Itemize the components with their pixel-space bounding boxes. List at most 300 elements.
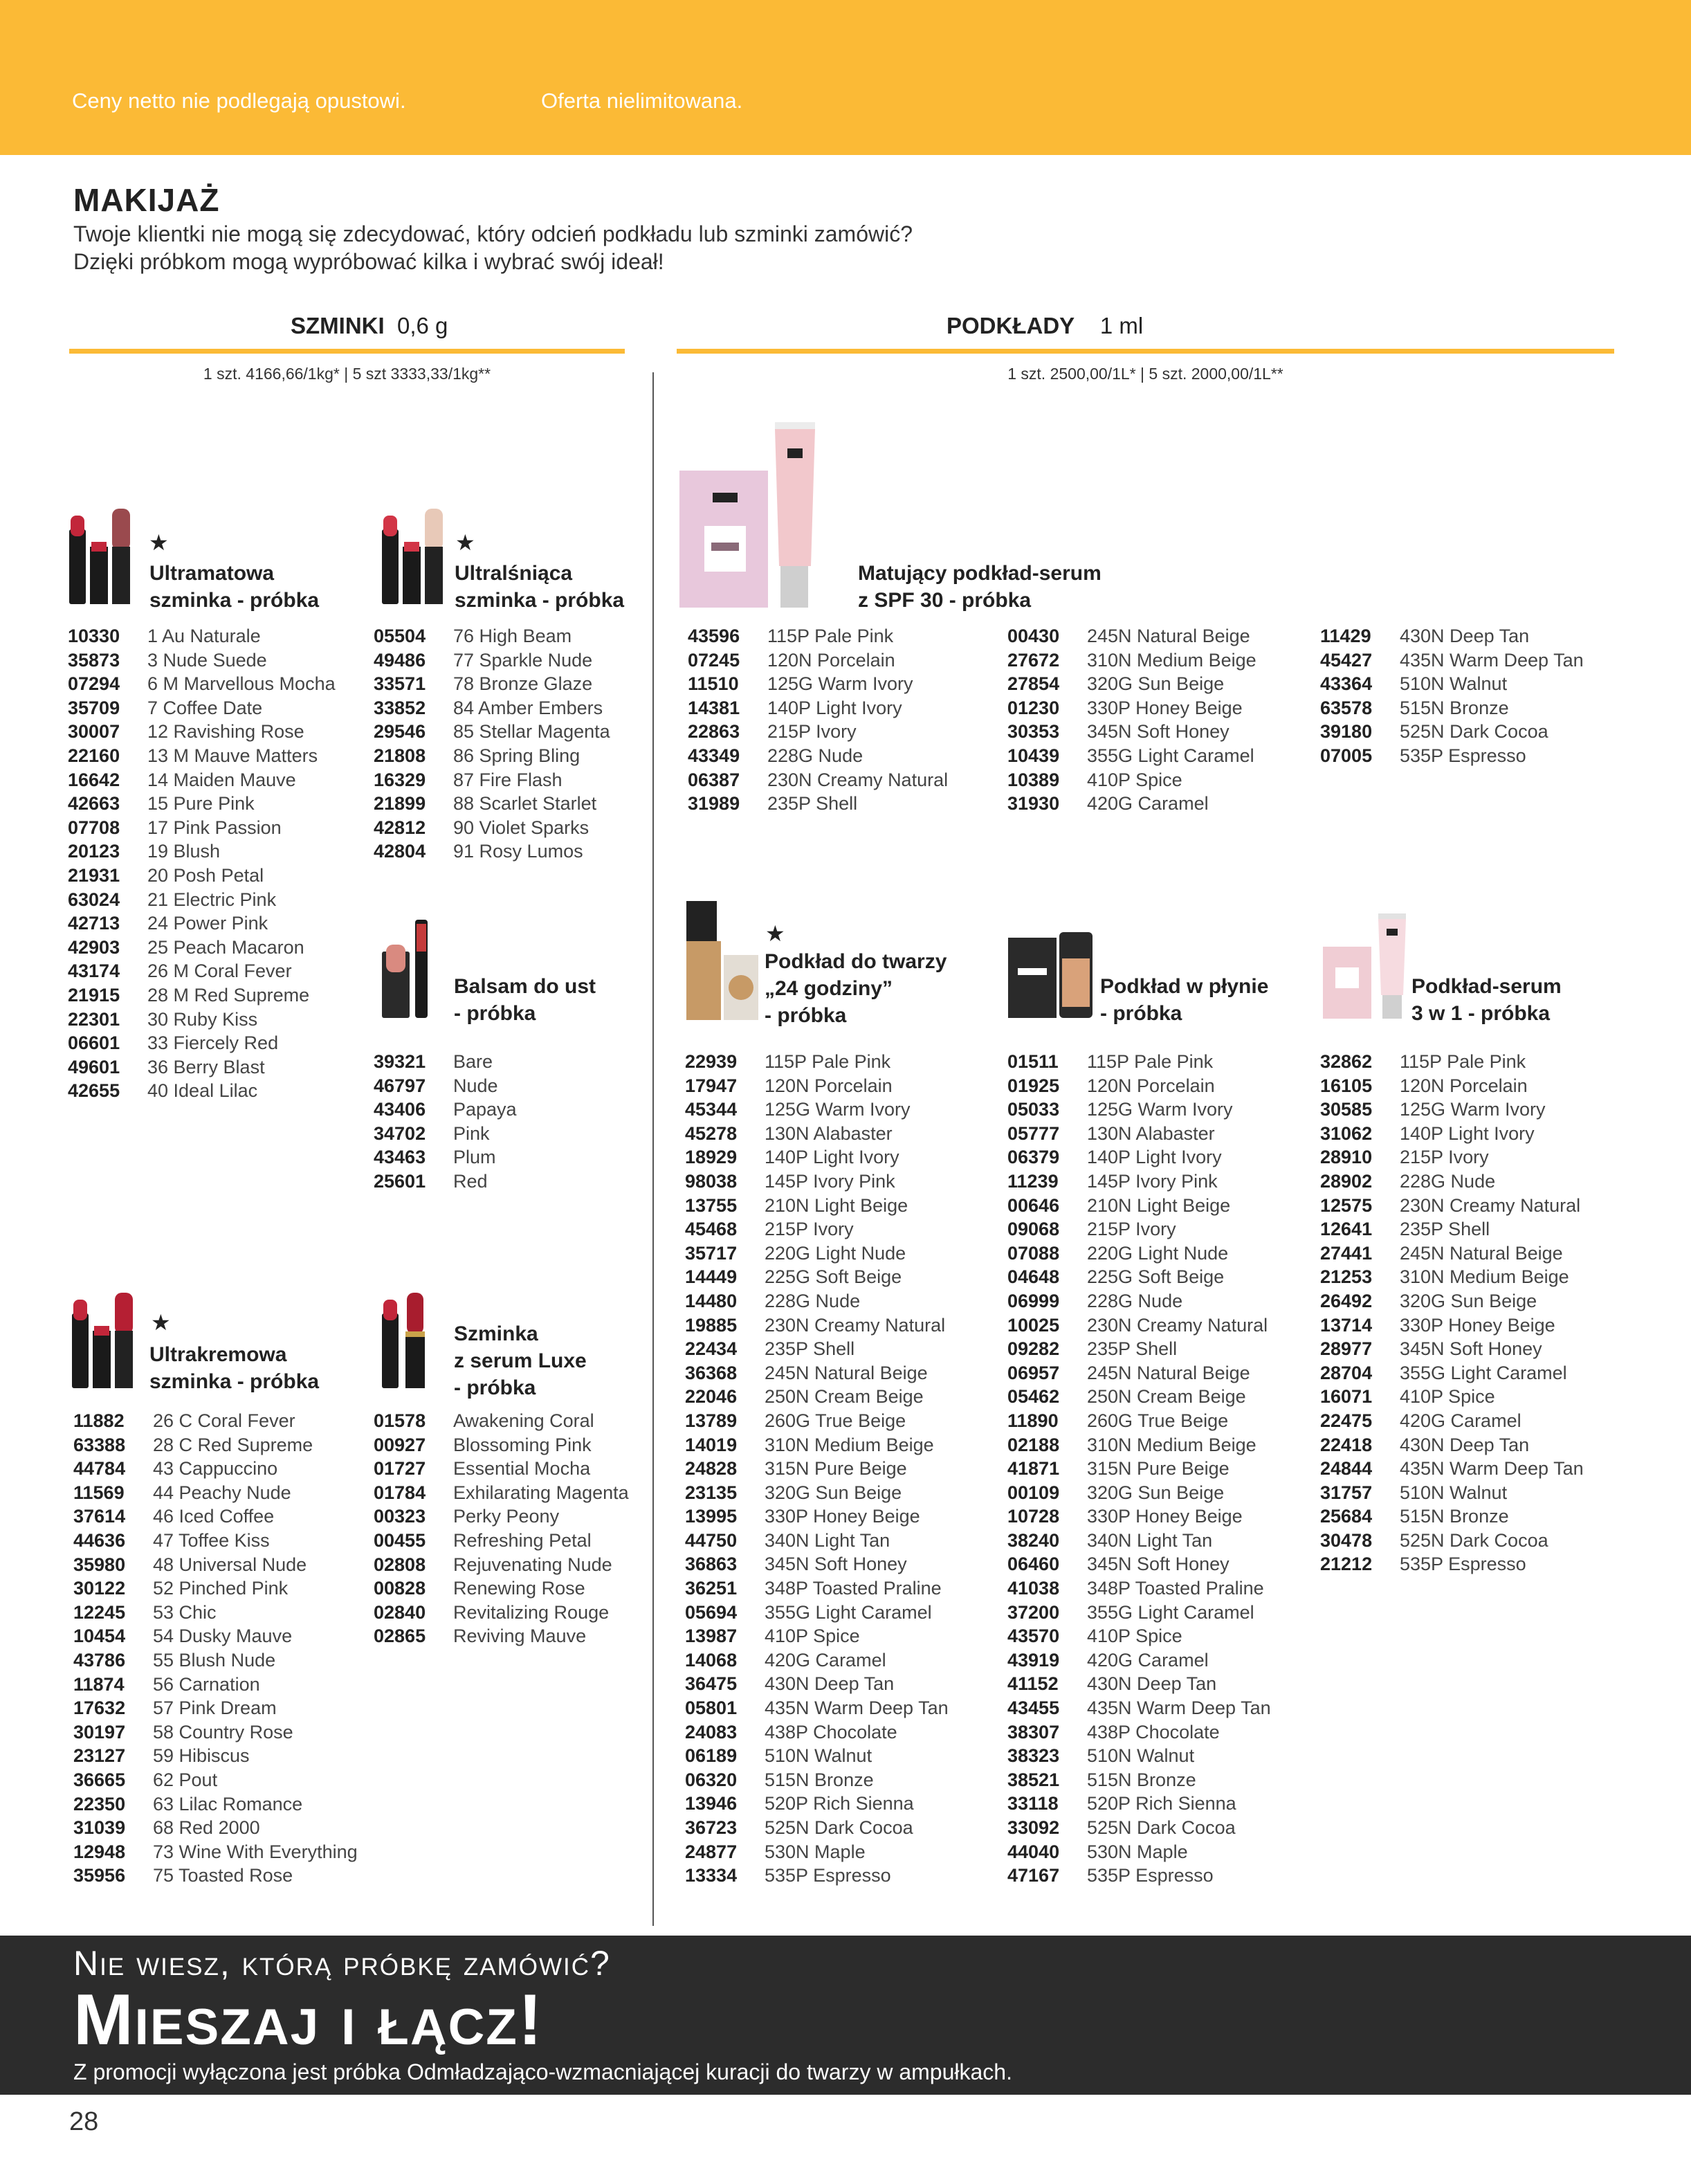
list-item bbox=[73, 1601, 358, 1625]
product-code: 07005 bbox=[1320, 745, 1373, 766]
product-code: 01230 bbox=[1007, 697, 1060, 718]
intro-line-2: Dzięki próbkom mogą wypróbować kilka i wybrać swój ideał! bbox=[73, 249, 664, 274]
shade-name: 310N Medium Beige bbox=[765, 1434, 934, 1455]
list-item bbox=[1320, 1265, 1584, 1289]
product-code: 45344 bbox=[685, 1099, 738, 1120]
list-item bbox=[685, 1457, 949, 1481]
product-code: 19885 bbox=[685, 1314, 738, 1336]
product-code: 63388 bbox=[73, 1434, 126, 1455]
shade-name: Renewing Rose bbox=[453, 1578, 585, 1599]
shade-name: 515N Bronze bbox=[1087, 1769, 1196, 1790]
list-item bbox=[1320, 744, 1584, 768]
shade-name: 320G Sun Beige bbox=[1400, 1290, 1537, 1311]
shade-name: 310N Medium Beige bbox=[1087, 649, 1256, 671]
product-code: 11429 bbox=[1320, 626, 1371, 646]
product-code: 28977 bbox=[1320, 1338, 1373, 1360]
product-code: 02188 bbox=[1007, 1434, 1060, 1455]
list-item bbox=[685, 1720, 949, 1745]
list-item bbox=[685, 1194, 949, 1218]
list-item bbox=[1007, 1145, 1271, 1170]
ultrashine-star-icon: ★ bbox=[455, 530, 475, 555]
list-item bbox=[1007, 1098, 1271, 1122]
product-code: 39321 bbox=[374, 1051, 426, 1072]
product-code: 05777 bbox=[1007, 1122, 1060, 1144]
product-code: 44040 bbox=[1007, 1841, 1060, 1862]
liquid-title-line1: Podkład w płynie bbox=[1100, 975, 1269, 998]
list-item bbox=[1007, 1792, 1271, 1816]
product-code: 02808 bbox=[374, 1554, 426, 1575]
list-item bbox=[685, 1074, 949, 1098]
mattserum-list-col2 bbox=[1007, 624, 1256, 816]
serumluxe-title-line1: Szminka bbox=[454, 1322, 538, 1345]
list-item bbox=[1007, 1241, 1271, 1266]
foundations-size: 1 ml bbox=[1099, 313, 1144, 338]
ultramatte-title-line1: Ultramatowa bbox=[149, 562, 275, 585]
list-item bbox=[374, 624, 610, 648]
product-code: 13755 bbox=[685, 1194, 738, 1216]
shade-name: 235P Shell bbox=[765, 1338, 855, 1360]
list-item bbox=[68, 1079, 336, 1103]
list-item bbox=[685, 1409, 949, 1433]
product-code: 17632 bbox=[73, 1698, 126, 1719]
shade-name: 435N Warm Deep Tan bbox=[1400, 649, 1584, 671]
shade-name: 44 Peachy Nude bbox=[153, 1482, 291, 1503]
list-item bbox=[68, 839, 336, 864]
shade-name: 125G Warm Ivory bbox=[1087, 1099, 1233, 1120]
shade-name: Reviving Mauve bbox=[453, 1626, 587, 1647]
product-code: 43463 bbox=[374, 1147, 426, 1168]
list-item bbox=[1320, 1050, 1584, 1074]
product-code: 30122 bbox=[73, 1578, 126, 1599]
list-item bbox=[1320, 1122, 1584, 1146]
product-code: 00927 bbox=[374, 1434, 426, 1455]
product-code: 35717 bbox=[685, 1242, 738, 1264]
product-code: 22301 bbox=[68, 1008, 120, 1030]
shade-name: 345N Soft Honey bbox=[1087, 1554, 1230, 1575]
foundations-header bbox=[947, 313, 1143, 339]
product-code: 41038 bbox=[1007, 1578, 1060, 1599]
product-code: 26492 bbox=[1320, 1290, 1373, 1311]
list-item bbox=[68, 959, 336, 983]
serum3in1-title-line2: 3 w 1 - próbka bbox=[1411, 1002, 1551, 1025]
list-item bbox=[1320, 1145, 1584, 1170]
list-item bbox=[374, 1145, 517, 1170]
shade-name: 73 Wine With Everything bbox=[153, 1841, 358, 1862]
shade-name: 47 Toffee Kiss bbox=[153, 1529, 270, 1551]
product-code: 11569 bbox=[73, 1482, 125, 1503]
product-code: 21931 bbox=[68, 864, 120, 886]
list-item bbox=[685, 1624, 949, 1648]
list-item bbox=[1007, 1457, 1271, 1481]
shade-name: 320G Sun Beige bbox=[1087, 1482, 1225, 1503]
shade-name: 315N Pure Beige bbox=[765, 1458, 907, 1480]
product-code: 09282 bbox=[1007, 1338, 1060, 1360]
shade-name: 115P Pale Pink bbox=[767, 626, 894, 646]
list-item bbox=[1007, 792, 1256, 816]
product-code: 04648 bbox=[1007, 1266, 1060, 1288]
list-item bbox=[1007, 1648, 1271, 1673]
shade-name: 310N Medium Beige bbox=[1400, 1266, 1569, 1288]
list-item bbox=[1320, 696, 1584, 720]
list-item bbox=[1007, 1696, 1271, 1720]
shade-name: 21 Electric Pink bbox=[147, 889, 277, 910]
serum3in1-title bbox=[1411, 973, 1562, 1027]
serumluxe-list bbox=[374, 1409, 629, 1648]
lipbalm-list bbox=[374, 1050, 517, 1194]
lipbalm-title-line2: - próbka bbox=[454, 1002, 536, 1025]
product-code: 11510 bbox=[688, 673, 739, 695]
product-code: 33852 bbox=[374, 697, 426, 718]
product-code: 28910 bbox=[1320, 1147, 1373, 1168]
list-item bbox=[73, 1624, 358, 1648]
list-item bbox=[68, 816, 336, 840]
shade-name: 228G Nude bbox=[1087, 1290, 1183, 1311]
product-code: 22160 bbox=[68, 745, 120, 766]
list-item bbox=[68, 696, 336, 720]
shade-name: 140P Light Ivory bbox=[767, 697, 902, 718]
product-code: 36368 bbox=[685, 1362, 738, 1383]
shade-name: 330P Honey Beige bbox=[1087, 1506, 1243, 1527]
product-code: 00323 bbox=[374, 1506, 426, 1527]
product-code: 44784 bbox=[73, 1458, 126, 1480]
shade-name: 245N Natural Beige bbox=[765, 1362, 928, 1383]
product-code: 20123 bbox=[68, 841, 120, 862]
product-code: 00109 bbox=[1007, 1482, 1060, 1503]
product-code: 27672 bbox=[1007, 649, 1060, 671]
list-item bbox=[374, 768, 610, 792]
shade-name: 125G Warm Ivory bbox=[767, 673, 913, 695]
product-code: 37200 bbox=[1007, 1601, 1060, 1623]
list-item bbox=[1007, 1433, 1271, 1457]
shade-name: 410P Spice bbox=[765, 1626, 860, 1647]
list-item bbox=[685, 1576, 949, 1601]
product-code: 01511 bbox=[1007, 1051, 1059, 1072]
foundations-title: PODKŁADY bbox=[947, 313, 1075, 338]
shade-name: Exhilarating Magenta bbox=[453, 1482, 629, 1503]
list-item bbox=[374, 1481, 629, 1505]
list-item bbox=[1007, 1864, 1271, 1888]
column-divider bbox=[652, 372, 654, 1926]
product-code: 18929 bbox=[685, 1147, 738, 1168]
product-code: 43455 bbox=[1007, 1698, 1060, 1719]
shade-name: 228G Nude bbox=[765, 1290, 861, 1311]
product-code: 42903 bbox=[68, 936, 120, 958]
product-code: 43406 bbox=[374, 1099, 426, 1120]
mattserum-title bbox=[858, 560, 1102, 614]
shade-name: 28 M Red Supreme bbox=[147, 984, 310, 1005]
list-item bbox=[1320, 1409, 1584, 1433]
list-item bbox=[1007, 1313, 1271, 1338]
shade-name: 140P Light Ivory bbox=[765, 1147, 899, 1168]
product-code: 00430 bbox=[1007, 626, 1060, 646]
product-code: 07245 bbox=[688, 649, 740, 671]
shade-name: 230N Creamy Natural bbox=[1400, 1194, 1581, 1216]
product-code: 23127 bbox=[73, 1745, 126, 1767]
list-item bbox=[374, 1050, 517, 1074]
list-item bbox=[73, 1529, 358, 1553]
product-code: 42812 bbox=[374, 817, 426, 838]
list-item bbox=[685, 1265, 949, 1289]
shade-name: 225G Soft Beige bbox=[765, 1266, 902, 1288]
shade-name: 420G Caramel bbox=[1087, 793, 1209, 815]
list-item bbox=[685, 1601, 949, 1625]
list-item bbox=[685, 1050, 949, 1074]
shade-name: Red bbox=[453, 1170, 488, 1192]
product-code: 24844 bbox=[1320, 1458, 1373, 1480]
shade-name: 235P Shell bbox=[1400, 1219, 1490, 1240]
product-code: 31062 bbox=[1320, 1122, 1373, 1144]
list-item bbox=[1007, 624, 1256, 648]
product-code: 49486 bbox=[374, 649, 426, 671]
shade-name: 510N Walnut bbox=[1087, 1745, 1195, 1767]
list-item bbox=[68, 792, 336, 816]
shade-name: 59 Hibiscus bbox=[153, 1745, 250, 1767]
product-code: 35873 bbox=[68, 649, 120, 671]
shade-name: 530N Maple bbox=[1087, 1841, 1188, 1862]
shade-name: 210N Light Beige bbox=[765, 1194, 908, 1216]
product-code: 00455 bbox=[374, 1529, 426, 1551]
product-code: 13714 bbox=[1320, 1314, 1373, 1336]
shade-name: 125G Warm Ivory bbox=[765, 1099, 911, 1120]
shade-name: 235P Shell bbox=[1087, 1338, 1178, 1360]
product-code: 38307 bbox=[1007, 1721, 1060, 1742]
list-item bbox=[1007, 720, 1256, 744]
product-code: 22863 bbox=[688, 721, 740, 743]
shade-name: 220G Light Nude bbox=[765, 1242, 906, 1264]
list-item bbox=[374, 1098, 517, 1122]
product-code: 30353 bbox=[1007, 721, 1060, 743]
serumluxe-lipstick-image bbox=[379, 1293, 435, 1390]
product-code: 14449 bbox=[685, 1266, 738, 1288]
list-item bbox=[374, 1624, 629, 1648]
product-code: 41871 bbox=[1007, 1458, 1060, 1480]
list-item bbox=[68, 936, 336, 960]
foundations-underline bbox=[677, 349, 1614, 354]
list-item bbox=[374, 1601, 629, 1625]
shade-name: 410P Spice bbox=[1400, 1386, 1495, 1408]
shade-name: 140P Light Ivory bbox=[1087, 1147, 1222, 1168]
shade-name: 228G Nude bbox=[1400, 1170, 1496, 1192]
shade-name: 520P Rich Sienna bbox=[765, 1793, 914, 1814]
product-code: 05033 bbox=[1007, 1099, 1060, 1120]
product-code: 44636 bbox=[73, 1529, 126, 1551]
list-item bbox=[1320, 1361, 1584, 1385]
found24h-list bbox=[685, 1050, 949, 1888]
product-code: 29546 bbox=[374, 721, 426, 743]
shade-name: 228G Nude bbox=[767, 745, 863, 766]
product-code: 05801 bbox=[685, 1698, 738, 1719]
list-item bbox=[685, 1289, 949, 1313]
list-item bbox=[374, 1553, 629, 1577]
list-item bbox=[374, 792, 610, 816]
product-code: 36251 bbox=[685, 1578, 738, 1599]
shade-name: 535P Espresso bbox=[1400, 1554, 1526, 1575]
ultracream-title-line2: szminka - próbka bbox=[149, 1370, 320, 1393]
ultramatte-list bbox=[68, 624, 336, 1103]
list-item bbox=[1007, 768, 1256, 792]
list-item bbox=[1007, 1337, 1271, 1361]
list-item bbox=[1320, 1241, 1584, 1266]
list-item bbox=[1007, 1289, 1271, 1313]
product-code: 43174 bbox=[68, 961, 120, 982]
product-code: 41152 bbox=[1007, 1673, 1059, 1695]
shade-name: 215P Ivory bbox=[1087, 1219, 1176, 1240]
list-item bbox=[374, 1122, 517, 1146]
product-code: 32862 bbox=[1320, 1051, 1373, 1072]
shade-name: 13 M Mauve Matters bbox=[147, 745, 318, 766]
lipbalm-title-line1: Balsam do ust bbox=[454, 975, 596, 998]
product-code: 63024 bbox=[68, 889, 120, 910]
list-item bbox=[688, 744, 948, 768]
serumluxe-title bbox=[454, 1320, 587, 1401]
list-item bbox=[73, 1864, 358, 1888]
section-title: MAKIJAŻ bbox=[73, 182, 220, 218]
product-code: 39180 bbox=[1320, 721, 1373, 743]
product-code: 45278 bbox=[685, 1122, 738, 1144]
shade-name: 345N Soft Honey bbox=[765, 1554, 907, 1575]
shade-name: 535P Espresso bbox=[1087, 1865, 1214, 1886]
serum3in1-list bbox=[1320, 1050, 1584, 1576]
list-item bbox=[685, 1792, 949, 1816]
product-code: 30197 bbox=[73, 1721, 126, 1742]
shade-name: 140P Light Ivory bbox=[1400, 1122, 1535, 1144]
list-item bbox=[1007, 1720, 1271, 1745]
shade-name: 85 Stellar Magenta bbox=[453, 721, 610, 743]
list-item bbox=[73, 1720, 358, 1745]
list-item bbox=[685, 1744, 949, 1768]
product-code: 10330 bbox=[68, 626, 120, 646]
product-code: 10728 bbox=[1007, 1506, 1060, 1527]
list-item bbox=[685, 1816, 949, 1840]
promo-question: Nie wiesz, którą próbkę zamówić? bbox=[73, 1944, 611, 1983]
list-item bbox=[688, 720, 948, 744]
list-item bbox=[685, 1696, 949, 1720]
shade-name: 245N Natural Beige bbox=[1087, 626, 1250, 646]
list-item bbox=[1007, 1744, 1271, 1768]
shade-name: 87 Fire Flash bbox=[453, 769, 563, 790]
shade-name: 77 Sparkle Nude bbox=[453, 649, 593, 671]
shade-name: 340N Light Tan bbox=[765, 1529, 890, 1551]
list-item bbox=[685, 1672, 949, 1696]
product-code: 30585 bbox=[1320, 1099, 1373, 1120]
list-item bbox=[73, 1792, 358, 1817]
product-code: 43570 bbox=[1007, 1626, 1060, 1647]
shade-name: 33 Fiercely Red bbox=[147, 1032, 279, 1054]
product-code: 47167 bbox=[1007, 1865, 1060, 1886]
product-code: 22418 bbox=[1320, 1434, 1373, 1455]
product-code: 11890 bbox=[1007, 1410, 1059, 1431]
serum3in1-image bbox=[1322, 912, 1411, 1021]
product-code: 27854 bbox=[1007, 673, 1060, 695]
product-code: 01578 bbox=[374, 1410, 426, 1431]
found24h-star-icon: ★ bbox=[765, 921, 785, 946]
shade-name: 245N Natural Beige bbox=[1400, 1242, 1563, 1264]
shade-name: 355G Light Caramel bbox=[1087, 1601, 1254, 1623]
product-code: 43349 bbox=[688, 745, 740, 766]
list-item bbox=[1007, 648, 1256, 673]
product-code: 10439 bbox=[1007, 745, 1060, 766]
product-code: 31930 bbox=[1007, 793, 1060, 815]
list-item bbox=[1320, 672, 1584, 696]
shade-name: 20 Posh Petal bbox=[147, 864, 264, 886]
shade-name: 420G Caramel bbox=[1400, 1410, 1521, 1431]
lipsticks-title: SZMINKI bbox=[291, 313, 385, 338]
shade-name: 355G Light Caramel bbox=[765, 1601, 932, 1623]
list-item bbox=[374, 648, 610, 673]
list-item bbox=[1007, 1122, 1271, 1146]
product-code: 28704 bbox=[1320, 1362, 1373, 1383]
shade-name: Plum bbox=[453, 1147, 496, 1168]
shade-name: 430N Deep Tan bbox=[1400, 1434, 1530, 1455]
list-item bbox=[374, 1576, 629, 1601]
ultramatte-title-line2: szminka - próbka bbox=[149, 589, 320, 612]
product-code: 31039 bbox=[73, 1817, 126, 1839]
shade-name: 510N Walnut bbox=[1400, 673, 1508, 695]
list-item bbox=[1320, 1385, 1584, 1409]
shade-name: 420G Caramel bbox=[765, 1649, 886, 1671]
product-code: 22434 bbox=[685, 1338, 738, 1360]
list-item bbox=[374, 1433, 629, 1457]
list-item bbox=[374, 1409, 629, 1433]
shade-name: 320G Sun Beige bbox=[765, 1482, 902, 1503]
shade-name: 26 M Coral Fever bbox=[147, 961, 292, 982]
list-item bbox=[374, 1074, 517, 1098]
product-code: 24828 bbox=[685, 1458, 738, 1480]
product-code: 17947 bbox=[685, 1075, 738, 1096]
list-item bbox=[73, 1648, 358, 1673]
found24h-title-line3: - próbka bbox=[765, 1004, 847, 1027]
serumluxe-title-line2: z serum Luxe bbox=[454, 1349, 587, 1372]
ultracream-star-icon: ★ bbox=[151, 1310, 171, 1335]
shade-name: Papaya bbox=[453, 1099, 517, 1120]
shade-name: 235P Shell bbox=[767, 793, 858, 815]
shade-name: Refreshing Petal bbox=[453, 1529, 592, 1551]
liquid-list bbox=[1007, 1050, 1271, 1888]
list-item bbox=[1007, 1074, 1271, 1098]
shade-name: 17 Pink Passion bbox=[147, 817, 282, 838]
list-item bbox=[68, 1008, 336, 1032]
shade-name: 348P Toasted Praline bbox=[1087, 1578, 1264, 1599]
shade-name: 410P Spice bbox=[1087, 769, 1182, 790]
list-item bbox=[685, 1337, 949, 1361]
shade-name: 84 Amber Embers bbox=[453, 697, 603, 718]
mattserum-list-col3 bbox=[1320, 624, 1584, 768]
product-code: 21915 bbox=[68, 984, 120, 1005]
list-item bbox=[68, 1055, 336, 1080]
product-code: 16071 bbox=[1320, 1386, 1373, 1408]
lipsticks-size: 0,6 g bbox=[397, 313, 448, 338]
product-code: 21253 bbox=[1320, 1266, 1373, 1288]
product-code: 06957 bbox=[1007, 1362, 1060, 1383]
shade-name: 250N Cream Beige bbox=[1087, 1386, 1246, 1408]
shade-name: 525N Dark Cocoa bbox=[1400, 721, 1548, 743]
list-item bbox=[374, 1457, 629, 1481]
shade-name: 340N Light Tan bbox=[1087, 1529, 1213, 1551]
list-item bbox=[68, 983, 336, 1008]
product-code: 42663 bbox=[68, 793, 120, 815]
shade-name: 115P Pale Pink bbox=[1400, 1051, 1526, 1072]
product-code: 12245 bbox=[73, 1601, 126, 1623]
shade-name: Pink bbox=[453, 1122, 490, 1144]
product-code: 98038 bbox=[685, 1170, 738, 1192]
product-code: 43596 bbox=[688, 626, 740, 646]
liquid-foundation-image bbox=[1007, 931, 1097, 1021]
ultracream-title bbox=[149, 1341, 319, 1395]
product-code: 02865 bbox=[374, 1626, 426, 1647]
product-code: 38521 bbox=[1007, 1769, 1060, 1790]
shade-name: 88 Scarlet Starlet bbox=[453, 793, 597, 815]
product-code: 16105 bbox=[1320, 1075, 1373, 1096]
